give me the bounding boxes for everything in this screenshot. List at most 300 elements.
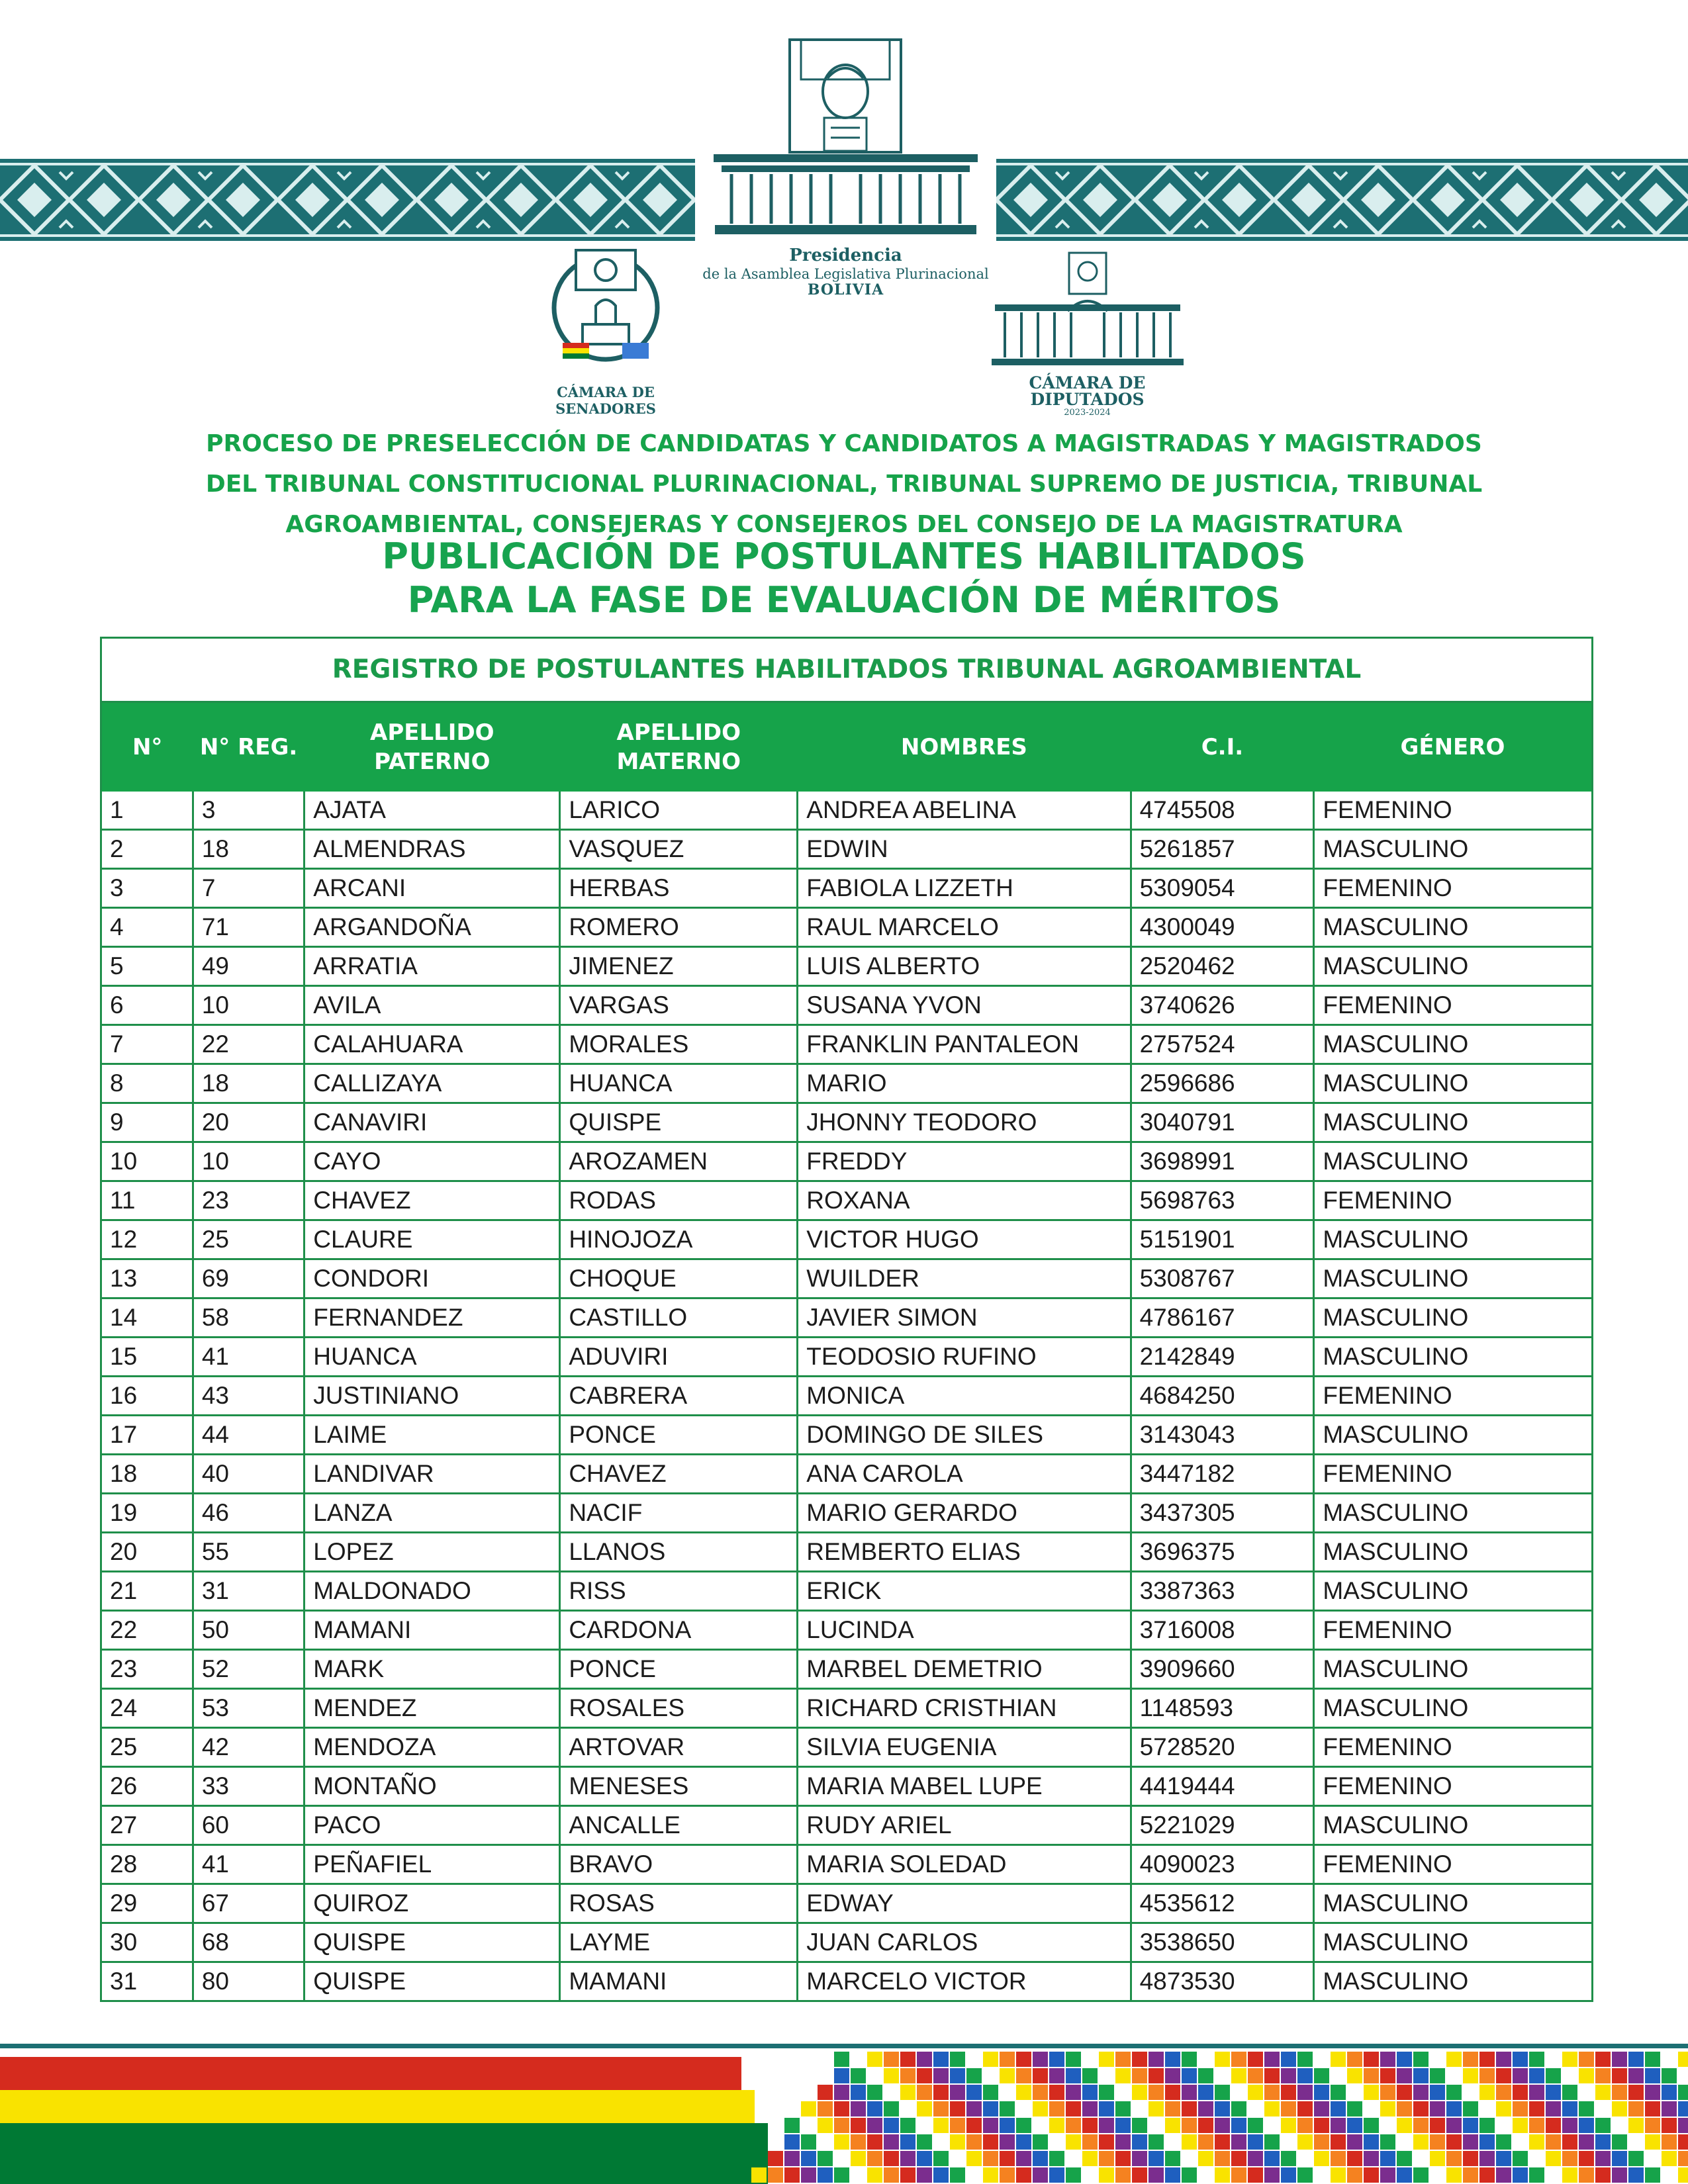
wiphala-square [900, 2052, 915, 2067]
cell-apellido-paterno: ARGANDOÑA [305, 908, 560, 947]
wiphala-square [1099, 2085, 1114, 2100]
wiphala-square [1000, 2068, 1015, 2083]
wiphala-square [1165, 2052, 1180, 2067]
wiphala-square [834, 2118, 849, 2133]
wiphala-square [900, 2151, 915, 2166]
wiphala-square [1479, 2085, 1495, 2100]
wiphala-square [1264, 2134, 1280, 2150]
cell-ci: 4684250 [1131, 1377, 1314, 1416]
wiphala-square [1662, 2134, 1677, 2150]
table-row [102, 986, 1591, 1025]
wiphala-square [1413, 2151, 1429, 2166]
cell-apellido-materno: ARTOVAR [560, 1728, 798, 1767]
table-row [102, 1962, 1591, 2001]
wiphala-square [1099, 2151, 1114, 2166]
wiphala-square [966, 2118, 982, 2133]
cell-nombres: REMBERTO ELIAS [798, 1533, 1131, 1572]
cell-n-reg: 55 [193, 1533, 304, 1572]
publication-title [99, 535, 1589, 622]
wiphala-square [1546, 2167, 1561, 2183]
wiphala-square [1678, 2085, 1688, 2100]
cell-genero: FEMENINO [1314, 792, 1591, 830]
wiphala-square [1579, 2052, 1594, 2067]
wiphala-square [1678, 2151, 1688, 2166]
cell-apellido-materno: CARDONA [560, 1611, 798, 1650]
wiphala-square [983, 2052, 998, 2067]
wiphala-square [1182, 2134, 1197, 2150]
wiphala-square [1182, 2085, 1197, 2100]
wiphala-square [1331, 2134, 1346, 2150]
cell-apellido-materno: PONCE [560, 1416, 798, 1455]
wiphala-square [1281, 2167, 1296, 2183]
cell-apellido-materno: JIMENEZ [560, 947, 798, 986]
wiphala-square [1182, 2052, 1197, 2067]
presidencia-crest-logo [708, 38, 983, 237]
wiphala-square [1182, 2167, 1197, 2183]
table-row [102, 1338, 1591, 1377]
cell-n: 3 [102, 869, 193, 908]
wiphala-square [1413, 2101, 1429, 2116]
cell-nombres: MARIO [798, 1064, 1131, 1103]
wiphala-square [917, 2068, 932, 2083]
wiphala-square [1132, 2167, 1147, 2183]
table-row [102, 1533, 1591, 1572]
wiphala-square [851, 2068, 866, 2083]
wiphala-square [1678, 2068, 1688, 2083]
cell-genero: MASCULINO [1314, 1884, 1591, 1923]
wiphala-square [1380, 2118, 1395, 2133]
cell-apellido-paterno: CLAURE [305, 1220, 560, 1259]
cell-n-reg: 49 [193, 947, 304, 986]
cell-ci: 3040791 [1131, 1103, 1314, 1142]
wiphala-square [1115, 2134, 1131, 2150]
wiphala-square [1132, 2052, 1147, 2067]
cell-ci: 4535612 [1131, 1884, 1314, 1923]
wiphala-square [1331, 2167, 1346, 2183]
cell-n: 16 [102, 1377, 193, 1416]
wiphala-square [1628, 2068, 1644, 2083]
wiphala-square [933, 2118, 949, 2133]
wiphala-square [1198, 2052, 1213, 2067]
wiphala-square [1662, 2118, 1677, 2133]
wiphala-square [1215, 2167, 1230, 2183]
table-row [102, 1884, 1591, 1923]
wiphala-square [1314, 2052, 1329, 2067]
cell-n-reg: 52 [193, 1650, 304, 1689]
wiphala-square [1463, 2118, 1478, 2133]
wiphala-square [834, 2134, 849, 2150]
wiphala-square [1496, 2151, 1511, 2166]
wiphala-square [818, 2134, 833, 2150]
cell-apellido-paterno: LANZA [305, 1494, 560, 1533]
wiphala-square [1479, 2134, 1495, 2150]
wiphala-square [884, 2052, 899, 2067]
wiphala-square [1033, 2085, 1048, 2100]
cell-apellido-materno: CASTILLO [560, 1298, 798, 1338]
cell-nombres: JHONNY TEODORO [798, 1103, 1131, 1142]
wiphala-square [1132, 2134, 1147, 2150]
registry-table-container [100, 637, 1593, 2002]
wiphala-square [1082, 2085, 1098, 2100]
wiphala-square [1198, 2085, 1213, 2100]
wiphala-square [966, 2167, 982, 2183]
wiphala-square [834, 2052, 849, 2067]
wiphala-square [1231, 2134, 1246, 2150]
col-header-apellido-paterno-text: APELLIDO PATERNO [370, 719, 494, 775]
table-row [102, 1845, 1591, 1884]
wiphala-square [1000, 2052, 1015, 2067]
cell-ci: 4300049 [1131, 908, 1314, 947]
wiphala-square [1413, 2085, 1429, 2100]
wiphala-square [1645, 2068, 1660, 2083]
wiphala-square [1099, 2052, 1114, 2067]
wiphala-square [1645, 2151, 1660, 2166]
wiphala-square [1513, 2101, 1528, 2116]
wiphala-square [966, 2134, 982, 2150]
cell-apellido-paterno: PACO [305, 1806, 560, 1845]
wiphala-square [1628, 2101, 1644, 2116]
wiphala-square [1645, 2052, 1660, 2067]
wiphala-square [933, 2052, 949, 2067]
wiphala-square [1066, 2151, 1081, 2166]
wiphala-square [1281, 2085, 1296, 2100]
table-row [102, 1650, 1591, 1689]
wiphala-square [1082, 2167, 1098, 2183]
wiphala-square [1149, 2085, 1164, 2100]
wiphala-square [1496, 2068, 1511, 2083]
cell-n-reg: 3 [193, 792, 304, 830]
wiphala-square [1000, 2134, 1015, 2150]
table-row [102, 1298, 1591, 1338]
cell-ci: 4419444 [1131, 1767, 1314, 1806]
wiphala-square [1297, 2167, 1313, 2183]
asamblea-subtitle: de la Asamblea Legislativa Plurinacional [702, 265, 989, 282]
cell-apellido-paterno: CHAVEZ [305, 1181, 560, 1220]
wiphala-square [917, 2085, 932, 2100]
wiphala-square [851, 2134, 866, 2150]
cell-apellido-paterno: MAMANI [305, 1611, 560, 1650]
wiphala-square [1149, 2052, 1164, 2067]
cell-n-reg: 18 [193, 1064, 304, 1103]
top-pattern-band-right [996, 159, 1688, 241]
wiphala-square [1380, 2085, 1395, 2100]
cell-ci: 3740626 [1131, 986, 1314, 1025]
cell-apellido-paterno: QUISPE [305, 1962, 560, 2001]
wiphala-square [1264, 2085, 1280, 2100]
wiphala-square [900, 2118, 915, 2133]
wiphala-square [1033, 2118, 1048, 2133]
wiphala-square [1314, 2101, 1329, 2116]
process-title [79, 424, 1609, 545]
table-row [102, 1377, 1591, 1416]
cell-n-reg: 46 [193, 1494, 304, 1533]
cell-nombres: SUSANA YVON [798, 986, 1131, 1025]
wiphala-square [867, 2068, 882, 2083]
cell-n-reg: 53 [193, 1689, 304, 1728]
cell-nombres: ERICK [798, 1572, 1131, 1611]
cell-ci: 4786167 [1131, 1298, 1314, 1338]
cell-genero: MASCULINO [1314, 1806, 1591, 1845]
wiphala-square [1612, 2167, 1627, 2183]
flag-yellow-stripe [0, 2090, 755, 2123]
wiphala-square [1281, 2151, 1296, 2166]
wiphala-square [1579, 2101, 1594, 2116]
cell-n-reg: 68 [193, 1923, 304, 1962]
wiphala-square [1628, 2151, 1644, 2166]
wiphala-square [917, 2167, 932, 2183]
wiphala-square [801, 2101, 816, 2116]
table-row [102, 1689, 1591, 1728]
wiphala-square [983, 2118, 998, 2133]
wiphala-square [1033, 2068, 1048, 2083]
wiphala-square [1413, 2052, 1429, 2067]
wiphala-square [1115, 2151, 1131, 2166]
cell-apellido-materno: LLANOS [560, 1533, 798, 1572]
bolivia-label: BOLIVIA [807, 281, 884, 299]
wiphala-square [1149, 2068, 1164, 2083]
wiphala-square [1612, 2101, 1627, 2116]
wiphala-square [1446, 2134, 1462, 2150]
cell-nombres: EDWAY [798, 1884, 1131, 1923]
senadores-caption: CÁMARA DE SENADORES [555, 384, 656, 417]
wiphala-square [1198, 2151, 1213, 2166]
cell-n-reg: 67 [193, 1884, 304, 1923]
wiphala-square [1082, 2068, 1098, 2083]
wiphala-square [1479, 2151, 1495, 2166]
wiphala-square [1463, 2085, 1478, 2100]
wiphala-square [1149, 2118, 1164, 2133]
wiphala-square [1066, 2167, 1081, 2183]
cell-apellido-materno: NACIF [560, 1494, 798, 1533]
wiphala-square [1645, 2085, 1660, 2100]
cell-n: 19 [102, 1494, 193, 1533]
cell-ci: 2520462 [1131, 947, 1314, 986]
wiphala-square [867, 2134, 882, 2150]
wiphala-square [1248, 2068, 1263, 2083]
cell-nombres: FRANKLIN PANTALEON [798, 1025, 1131, 1064]
wiphala-square [1033, 2167, 1048, 2183]
wiphala-square [983, 2151, 998, 2166]
wiphala-square [1397, 2068, 1412, 2083]
wiphala-square [1595, 2085, 1611, 2100]
wiphala-square [1446, 2085, 1462, 2100]
wiphala-square [1281, 2134, 1296, 2150]
wiphala-square [1016, 2068, 1031, 2083]
cell-genero: FEMENINO [1314, 986, 1591, 1025]
cell-genero: MASCULINO [1314, 947, 1591, 986]
wiphala-square [1331, 2052, 1346, 2067]
wiphala-square [1000, 2118, 1015, 2133]
wiphala-square [1082, 2134, 1098, 2150]
wiphala-square [1645, 2101, 1660, 2116]
wiphala-square [1662, 2167, 1677, 2183]
wiphala-square [1215, 2101, 1230, 2116]
wiphala-square [1331, 2068, 1346, 2083]
wiphala-square [1397, 2085, 1412, 2100]
wiphala-square [1546, 2134, 1561, 2150]
cell-n: 5 [102, 947, 193, 986]
cell-apellido-materno: HUANCA [560, 1064, 798, 1103]
wiphala-square [834, 2101, 849, 2116]
wiphala-square [917, 2052, 932, 2067]
wiphala-square [1529, 2151, 1544, 2166]
wiphala-square [1231, 2167, 1246, 2183]
wiphala-square [966, 2085, 982, 2100]
cell-apellido-materno: LARICO [560, 792, 798, 830]
wiphala-square [1595, 2151, 1611, 2166]
wiphala-square [1215, 2085, 1230, 2100]
wiphala-square [1016, 2167, 1031, 2183]
wiphala-square [1546, 2101, 1561, 2116]
cell-genero: MASCULINO [1314, 1650, 1591, 1689]
cell-apellido-materno: CHOQUE [560, 1259, 798, 1298]
wiphala-square [1331, 2085, 1346, 2100]
cell-n-reg: 25 [193, 1220, 304, 1259]
wiphala-square [1347, 2118, 1362, 2133]
cell-ci: 3909660 [1131, 1650, 1314, 1689]
wiphala-pattern [735, 2052, 1688, 2184]
wiphala-square [917, 2118, 932, 2133]
cell-n: 30 [102, 1923, 193, 1962]
wiphala-square [1149, 2134, 1164, 2150]
wiphala-square [1215, 2118, 1230, 2133]
cell-n: 7 [102, 1025, 193, 1064]
cell-ci: 1148593 [1131, 1689, 1314, 1728]
wiphala-square [1165, 2085, 1180, 2100]
wiphala-square [818, 2085, 833, 2100]
wiphala-square [1297, 2151, 1313, 2166]
wiphala-square [1347, 2167, 1362, 2183]
wiphala-square [950, 2085, 965, 2100]
camara-diputados-logo [980, 251, 1195, 418]
wiphala-square [867, 2101, 882, 2116]
cell-apellido-materno: CHAVEZ [560, 1455, 798, 1494]
cell-n-reg: 7 [193, 869, 304, 908]
wiphala-square [1264, 2101, 1280, 2116]
cell-nombres: MONICA [798, 1377, 1131, 1416]
cell-genero: MASCULINO [1314, 1103, 1591, 1142]
wiphala-square [950, 2068, 965, 2083]
wiphala-square [1115, 2167, 1131, 2183]
table-row [102, 908, 1591, 947]
wiphala-square [1314, 2167, 1329, 2183]
cell-n-reg: 31 [193, 1572, 304, 1611]
wiphala-square [1612, 2118, 1627, 2133]
wiphala-square [950, 2052, 965, 2067]
cell-apellido-materno: MORALES [560, 1025, 798, 1064]
wiphala-square [1099, 2101, 1114, 2116]
cell-ci: 2596686 [1131, 1064, 1314, 1103]
wiphala-square [933, 2167, 949, 2183]
wiphala-square [1380, 2134, 1395, 2150]
wiphala-square [983, 2085, 998, 2100]
wiphala-square [884, 2151, 899, 2166]
cell-n: 6 [102, 986, 193, 1025]
cell-apellido-paterno: MONTAÑO [305, 1767, 560, 1806]
wiphala-square [1066, 2068, 1081, 2083]
wiphala-square [1380, 2052, 1395, 2067]
wiphala-square [1678, 2167, 1688, 2183]
wiphala-square [1314, 2085, 1329, 2100]
wiphala-square [983, 2167, 998, 2183]
flag-green-stripe [0, 2123, 768, 2184]
wiphala-square [1215, 2052, 1230, 2067]
cell-nombres: EDWIN [798, 830, 1131, 869]
wiphala-square [1546, 2085, 1561, 2100]
wiphala-square [1297, 2085, 1313, 2100]
wiphala-square [1496, 2167, 1511, 2183]
wiphala-square [851, 2167, 866, 2183]
wiphala-square [1430, 2118, 1445, 2133]
col-header-genero: GÉNERO [1314, 703, 1591, 792]
wiphala-square [1529, 2101, 1544, 2116]
table-row [102, 1494, 1591, 1533]
table-row [102, 1103, 1591, 1142]
diputados-caption: CÁMARA DE DIPUTADOS [1029, 373, 1146, 409]
wiphala-square [834, 2151, 849, 2166]
col-header-n-reg: N° REG. [193, 703, 304, 792]
wiphala-square [1049, 2085, 1064, 2100]
wiphala-square [1248, 2118, 1263, 2133]
wiphala-square [1066, 2085, 1081, 2100]
wiphala-square [1628, 2134, 1644, 2150]
cell-genero: FEMENINO [1314, 1845, 1591, 1884]
cell-ci: 5309054 [1131, 869, 1314, 908]
wiphala-square [1066, 2134, 1081, 2150]
wiphala-square [1066, 2118, 1081, 2133]
cell-n-reg: 71 [193, 908, 304, 947]
wiphala-square [966, 2101, 982, 2116]
wiphala-square [1082, 2052, 1098, 2067]
wiphala-square [1347, 2101, 1362, 2116]
table-row [102, 1064, 1591, 1103]
cell-genero: MASCULINO [1314, 1220, 1591, 1259]
wiphala-square [1264, 2118, 1280, 2133]
wiphala-square [784, 2118, 800, 2133]
wiphala-square [1016, 2085, 1031, 2100]
wiphala-square [1099, 2134, 1114, 2150]
wiphala-square [1612, 2134, 1627, 2150]
wiphala-square [1595, 2052, 1611, 2067]
col-header-ci: C.I. [1131, 703, 1314, 792]
wiphala-square [1016, 2052, 1031, 2067]
wiphala-square [1446, 2068, 1462, 2083]
wiphala-square [1331, 2118, 1346, 2133]
publication-title-line-1: PUBLICACIÓN DE POSTULANTES HABILITADOS [382, 535, 1306, 577]
wiphala-square [784, 2134, 800, 2150]
cell-n-reg: 80 [193, 1962, 304, 2001]
wiphala-square [1066, 2052, 1081, 2067]
cell-ci: 5728520 [1131, 1728, 1314, 1767]
wiphala-square [1662, 2068, 1677, 2083]
cell-n-reg: 40 [193, 1455, 304, 1494]
cell-n: 26 [102, 1767, 193, 1806]
cell-n: 24 [102, 1689, 193, 1728]
cell-apellido-materno: ROSALES [560, 1689, 798, 1728]
wiphala-square [1099, 2118, 1114, 2133]
diputados-years: 2023-2024 [1064, 408, 1111, 418]
cell-genero: FEMENINO [1314, 1455, 1591, 1494]
table-row [102, 1259, 1591, 1298]
cell-ci: 4090023 [1131, 1845, 1314, 1884]
wiphala-square [1595, 2068, 1611, 2083]
cell-nombres: ROXANA [798, 1181, 1131, 1220]
wiphala-square [950, 2167, 965, 2183]
wiphala-square [1579, 2068, 1594, 2083]
wiphala-square [1595, 2118, 1611, 2133]
wiphala-square [1115, 2101, 1131, 2116]
cell-n: 18 [102, 1455, 193, 1494]
